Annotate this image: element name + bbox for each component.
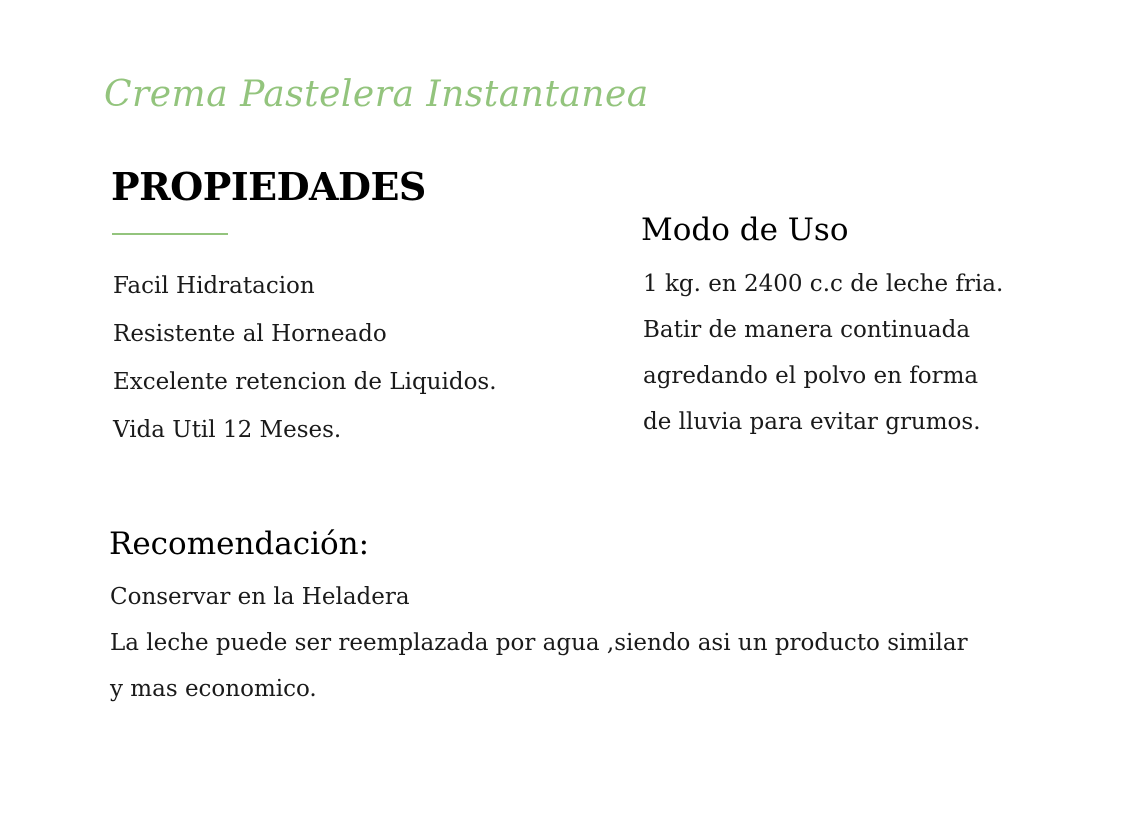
recommendation-line: Conservar en la Heladera	[110, 584, 410, 610]
recommendation-text	[110, 579, 968, 717]
recommendation-heading: Recomendación:	[109, 526, 370, 562]
properties-heading: PROPIEDADES	[111, 164, 426, 209]
recommendation-line: y mas economico.	[110, 676, 317, 702]
usage-line: agredando el polvo en forma	[643, 363, 979, 389]
property-item: Facil Hidratacion	[113, 273, 315, 299]
usage-line: 1 kg. en 2400 c.c de leche fria.	[643, 271, 1004, 297]
product-title: Crema Pastelera Instantanea	[104, 74, 649, 115]
properties-list	[113, 268, 497, 460]
usage-heading: Modo de Uso	[641, 212, 849, 248]
usage-line: de lluvia para evitar grumos.	[643, 409, 981, 435]
property-item: Excelente retencion de Liquidos.	[113, 369, 497, 395]
recommendation-line: La leche puede ser reemplazada por agua ,siendo asi un producto similar	[110, 630, 968, 656]
usage-text	[643, 266, 1003, 450]
heading-divider	[112, 233, 228, 235]
property-item: Resistente al Horneado	[113, 321, 387, 347]
usage-line: Batir de manera continuada	[643, 317, 971, 343]
property-item: Vida Util 12 Meses.	[113, 417, 342, 443]
